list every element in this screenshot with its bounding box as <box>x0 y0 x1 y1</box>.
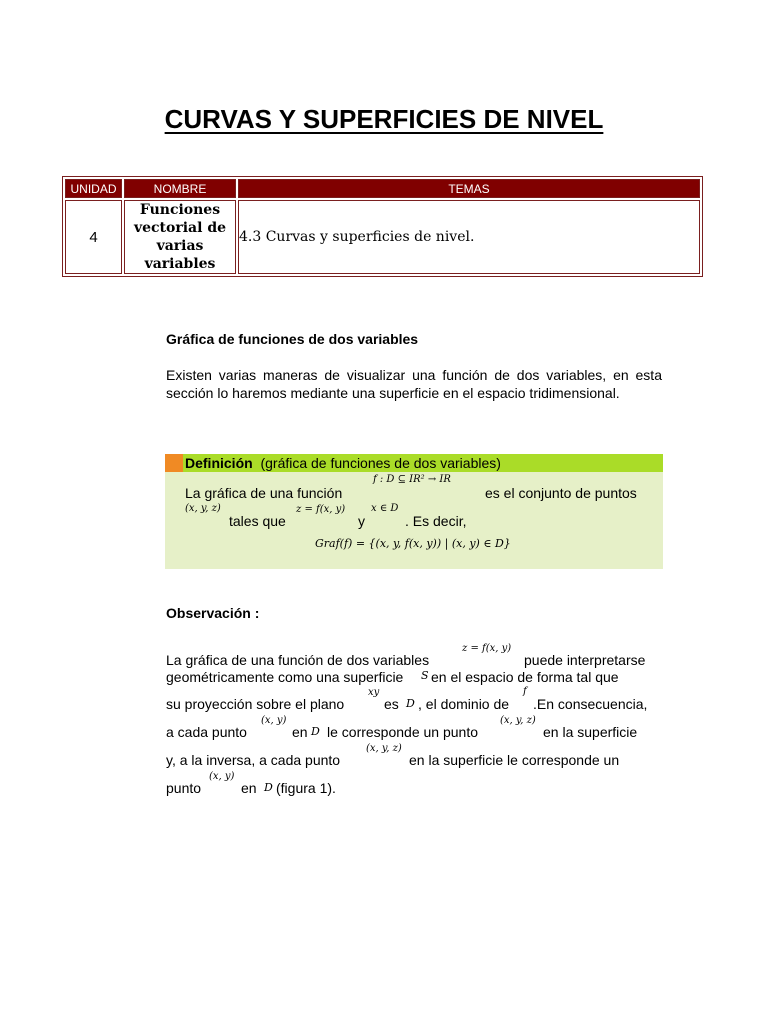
math-z-eq: z = f(x, y) <box>296 504 346 515</box>
math-point-xyz-2: (x, y, z) <box>366 743 402 754</box>
math-f: f <box>523 686 527 697</box>
header-temas: TEMAS <box>238 179 700 198</box>
table-header-row <box>65 179 700 198</box>
definition-heading <box>185 454 501 472</box>
math-xy: xy <box>368 687 380 698</box>
obs-l3d: .En consecuencia, <box>533 696 648 712</box>
def-text-1a: La gráfica de una función <box>185 485 343 501</box>
obs-l1a: La gráfica de una función de dos variables <box>166 652 430 668</box>
definition-label: Definición <box>185 455 253 471</box>
math-point-xy: (x, y) <box>261 715 287 726</box>
obs-l5a: y, a la inversa, a cada punto <box>166 752 341 768</box>
table-row <box>65 200 700 274</box>
obs-l2b: en el espacio de forma tal que <box>431 669 619 685</box>
cell-nombre: Funciones vectorial de varias variables <box>124 200 236 274</box>
obs-l5b: en la superficie le corresponde un <box>409 752 620 768</box>
obs-l2a: geométricamente como una superficie <box>166 669 404 685</box>
header-nombre: NOMBRE <box>124 179 236 198</box>
observation-title: Observación : <box>166 605 260 621</box>
obs-l1b: puede interpretarse <box>524 652 646 668</box>
math-point-xyz: (x, y, z) <box>185 503 221 514</box>
def-text-2c: . Es decir, <box>405 513 467 529</box>
math-z-fxy: z = f(x, y) <box>462 643 512 654</box>
obs-l3c: , el dominio de <box>418 696 510 712</box>
math-D: D <box>406 697 415 710</box>
math-x-in-D: x ∈ D <box>371 503 399 514</box>
obs-l6c: (figura 1). <box>276 780 336 796</box>
obs-l3a: su proyección sobre el plano <box>166 696 345 712</box>
obs-l3b: es <box>384 696 399 712</box>
obs-l4a: a cada punto <box>166 724 247 740</box>
math-point-xy-2: (x, y) <box>209 771 235 782</box>
obs-l4b: en <box>292 724 308 740</box>
cell-temas: 4.3 Curvas y superficies de nivel. <box>238 200 700 274</box>
math-D-3: D <box>264 781 273 794</box>
math-S: S <box>421 669 429 682</box>
definition-marker <box>165 454 183 472</box>
header-unidad: UNIDAD <box>65 179 122 198</box>
definition-subtitle: (gráfica de funciones de dos variables) <box>260 455 501 471</box>
obs-l4d: en la superficie <box>543 724 638 740</box>
math-function-map: f : D ⊆ IR² → IR <box>373 474 451 485</box>
definition-header <box>165 454 663 472</box>
math-D-2: D <box>311 725 320 738</box>
def-text-1b: es el conjunto de puntos <box>485 485 637 501</box>
intro-paragraph: Existen varias maneras de visualizar una función de dos variables, en esta sección lo haremos mediante una superficie en el espacio tridimensional. <box>166 367 662 401</box>
definition-box <box>165 454 663 569</box>
obs-l6b: en <box>241 780 257 796</box>
cell-unidad: 4 <box>65 200 122 274</box>
math-point-xyz: (x, y, z) <box>500 715 536 726</box>
math-graf-definition: Graf(f) = {(x, y, f(x, y)) | (x, y) ∈ D} <box>315 537 511 550</box>
def-text-2a: tales que <box>229 513 286 529</box>
section-title: Gráfica de funciones de dos variables <box>166 331 419 347</box>
def-text-2b: y <box>358 513 365 529</box>
course-info-table <box>62 176 703 277</box>
page-title: CURVAS Y SUPERFICIES DE NIVEL <box>164 104 604 134</box>
obs-l6a: punto <box>166 780 202 796</box>
obs-l4c: le corresponde un punto <box>327 724 478 740</box>
